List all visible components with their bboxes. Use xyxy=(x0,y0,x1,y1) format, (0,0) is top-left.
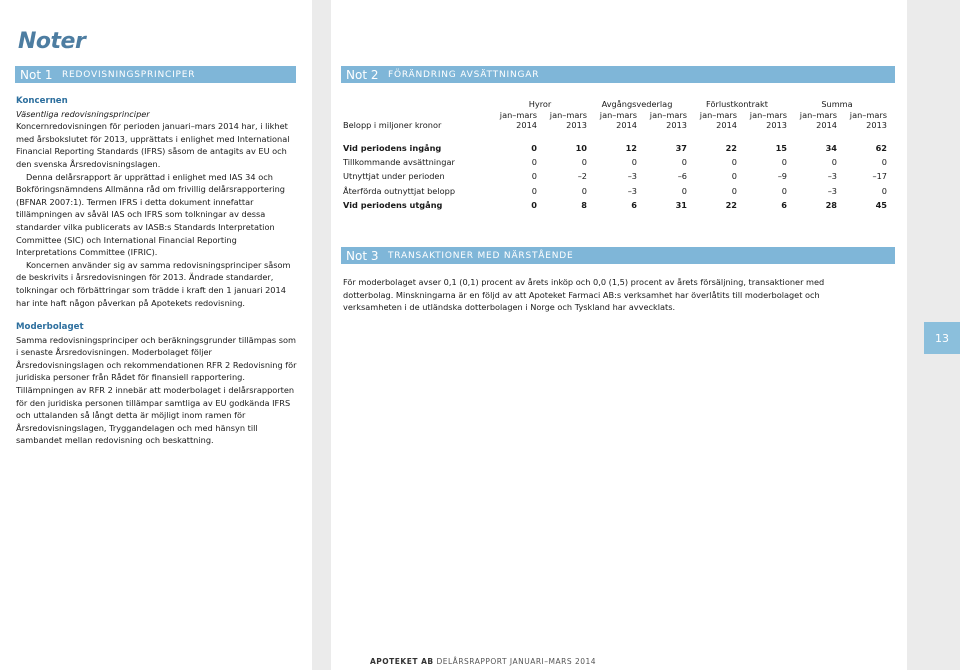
period-label: jan–mars xyxy=(649,109,687,120)
period-label: jan–mars xyxy=(499,109,537,120)
row-label: Vid periodens utgång xyxy=(343,200,443,211)
page-footer xyxy=(370,657,596,666)
note1-paragraph-1: Koncernredovisningen för perioden januari–mars 2014 har, i likhet med årsbokslutet för 2013, upprättats i enlighet med International Financial Reporting Standards (IFRS) såsom de antagits av EU och den svenska Årsredovisningslagen. xyxy=(16,121,290,169)
period-label: jan–mars xyxy=(749,109,787,120)
note1-number: Not 1 xyxy=(20,67,53,82)
cell: 0 xyxy=(631,157,637,168)
note2-title: FÖRÄNDRING AVSÄTTNINGAR xyxy=(388,69,540,80)
period-label: jan–mars xyxy=(799,109,837,120)
cell: 8 xyxy=(581,200,587,211)
cell: 0 xyxy=(781,157,787,168)
cell: –17 xyxy=(872,171,887,182)
table-year-row xyxy=(343,120,887,131)
unit-label: Belopp i miljoner kronor xyxy=(343,120,442,130)
row-label: Utnyttjat under perioden xyxy=(343,171,445,182)
cell: 6 xyxy=(631,200,637,211)
year-label: 2014 xyxy=(616,120,637,130)
cell: 0 xyxy=(781,185,787,196)
footer-text: DELÅRSRAPPORT JANUARI–MARS 2014 xyxy=(433,657,597,666)
cell: 45 xyxy=(875,200,887,211)
cell: 0 xyxy=(731,157,737,168)
page-number-tab xyxy=(924,322,960,354)
cell: –3 xyxy=(827,185,837,196)
cell: –3 xyxy=(827,171,837,182)
table-row xyxy=(343,155,887,169)
cell: 10 xyxy=(575,142,587,153)
footer-brand: APOTEKET AB xyxy=(370,657,434,666)
note3-header xyxy=(341,247,895,264)
note2-header xyxy=(341,66,895,83)
cell: 0 xyxy=(731,185,737,196)
cell: 37 xyxy=(675,142,687,153)
koncernen-heading: Koncernen xyxy=(16,96,68,106)
group-header: Summa xyxy=(821,99,853,109)
group-header: Förlustkontrakt xyxy=(706,99,768,109)
cell: 6 xyxy=(781,200,787,211)
cell: 62 xyxy=(875,142,887,153)
table-period-row xyxy=(343,110,887,121)
row-label: Återförda outnyttjat belopp xyxy=(343,185,456,196)
page-number: 13 xyxy=(935,331,949,345)
note1-title: REDOVISNINGSPRINCIPER xyxy=(62,69,196,80)
cell: 0 xyxy=(531,142,537,153)
cell: 15 xyxy=(775,142,787,153)
cell: 0 xyxy=(531,157,537,168)
row-label: Vid periodens ingång xyxy=(343,142,442,153)
cell: 0 xyxy=(881,185,887,196)
cell: –3 xyxy=(627,171,637,182)
group-header: Avgångsvederlag xyxy=(601,99,673,109)
vasentliga-subheading: Väsentliga redovisningsprinciper xyxy=(16,108,150,119)
page-title: Noter xyxy=(18,29,86,54)
cell: 28 xyxy=(825,200,837,211)
period-label: jan–mars xyxy=(549,109,587,120)
year-label: 2014 xyxy=(816,120,837,130)
cell: 0 xyxy=(731,171,737,182)
row-label: Tillkommande avsättningar xyxy=(343,157,455,168)
cell: 0 xyxy=(831,157,837,168)
cell: 12 xyxy=(625,142,637,153)
table-row xyxy=(343,170,887,184)
note1-header xyxy=(15,66,296,83)
cell: 0 xyxy=(581,185,587,196)
year-label: 2013 xyxy=(866,120,887,130)
cell: –2 xyxy=(577,171,587,182)
note3-number: Not 3 xyxy=(346,248,379,263)
cell: –3 xyxy=(627,185,637,196)
note1-body xyxy=(16,95,297,447)
note2-number: Not 2 xyxy=(346,67,379,82)
note3-title: TRANSAKTIONER MED NÄRSTÅENDE xyxy=(388,250,574,261)
note1-paragraph-4: Samma redovisningsprinciper och beräkningsgrunder tillämpas som i senaste Årsredovisningen. Moderbolaget följer Årsredovisningslagen och rekommendationen RFR 2 Redovisning för juridiska personer från Rådet för finansiell rapportering. Tillämpningen av RFR 2 innebär att moderbolaget i delårsrapporten för den juridiska personen tillämpar samtliga av EU godkända IFRS och uttalanden så långt detta är möjligt inom ramen för Årsredovisningslagen, Tryggandelagen och med hänsyn till sambandet mellan redovisning och beskattning. xyxy=(16,334,297,446)
cell: 0 xyxy=(531,200,537,211)
group-header: Hyror xyxy=(528,99,552,109)
cell: –9 xyxy=(777,171,787,182)
year-label: 2013 xyxy=(666,120,687,130)
cell: 0 xyxy=(581,157,587,168)
provisions-table xyxy=(343,99,887,212)
year-label: 2014 xyxy=(516,120,537,130)
period-label: jan–mars xyxy=(849,109,887,120)
moderbolaget-heading: Moderbolaget xyxy=(16,322,84,333)
table-group-row xyxy=(343,99,887,110)
cell: –6 xyxy=(677,171,687,182)
period-label: jan–mars xyxy=(699,109,737,120)
note3-body xyxy=(343,276,863,314)
cell: 0 xyxy=(681,157,687,168)
year-label: 2013 xyxy=(766,120,787,130)
note1-paragraph-3: Koncernen använder sig av samma redovisningsprinciper såsom de beskrivits i årsredovisningen för 2013. Ändrade standarder, tolkningar och förbättringar som trädde i kraft den 1 januari 2014 har inte haft någon påverkan på Apotekets redovisning. xyxy=(16,259,291,308)
cell: 0 xyxy=(681,185,687,196)
period-label: jan–mars xyxy=(599,109,637,120)
cell: 22 xyxy=(725,200,737,211)
year-label: 2014 xyxy=(716,120,737,130)
note1-paragraph-2: Denna delårsrapport är upprättad i enlighet med IAS 34 och Bokföringsnämndens Allmänna råd om frivillig delårsrapportering (BFNAR 2007:1). Termen IFRS i detta dokument innefattar tillämpningen av såväl IAS och IFRS som tolkningar av dessa standarder vilka publicerats av IASB:s Standards Interpretation Committee (SIC) och International Financial Reporting Interpretations Committee (IFRIC). xyxy=(16,171,285,258)
table-row xyxy=(343,184,887,198)
note3-paragraph: För moderbolaget avser 0,1 (0,1) procent av årets inköp och 0,0 (1,5) procent av årets försäljning, transaktioner med dotterbolag. Minskningarna är en följd av att Apoteket Farmaci AB:s verksamhet har överlåtits till moderbolaget och verksamheten i de utländska dotterbolagen i Norge och Tyskland har avvecklats. xyxy=(343,277,825,313)
table-row xyxy=(343,198,887,212)
cell: 0 xyxy=(531,171,537,182)
cell: 0 xyxy=(881,157,887,168)
cell: 31 xyxy=(675,200,687,211)
table-row xyxy=(343,141,887,155)
year-label: 2013 xyxy=(566,120,587,130)
cell: 0 xyxy=(531,185,537,196)
cell: 34 xyxy=(825,142,837,153)
cell: 22 xyxy=(725,142,737,153)
